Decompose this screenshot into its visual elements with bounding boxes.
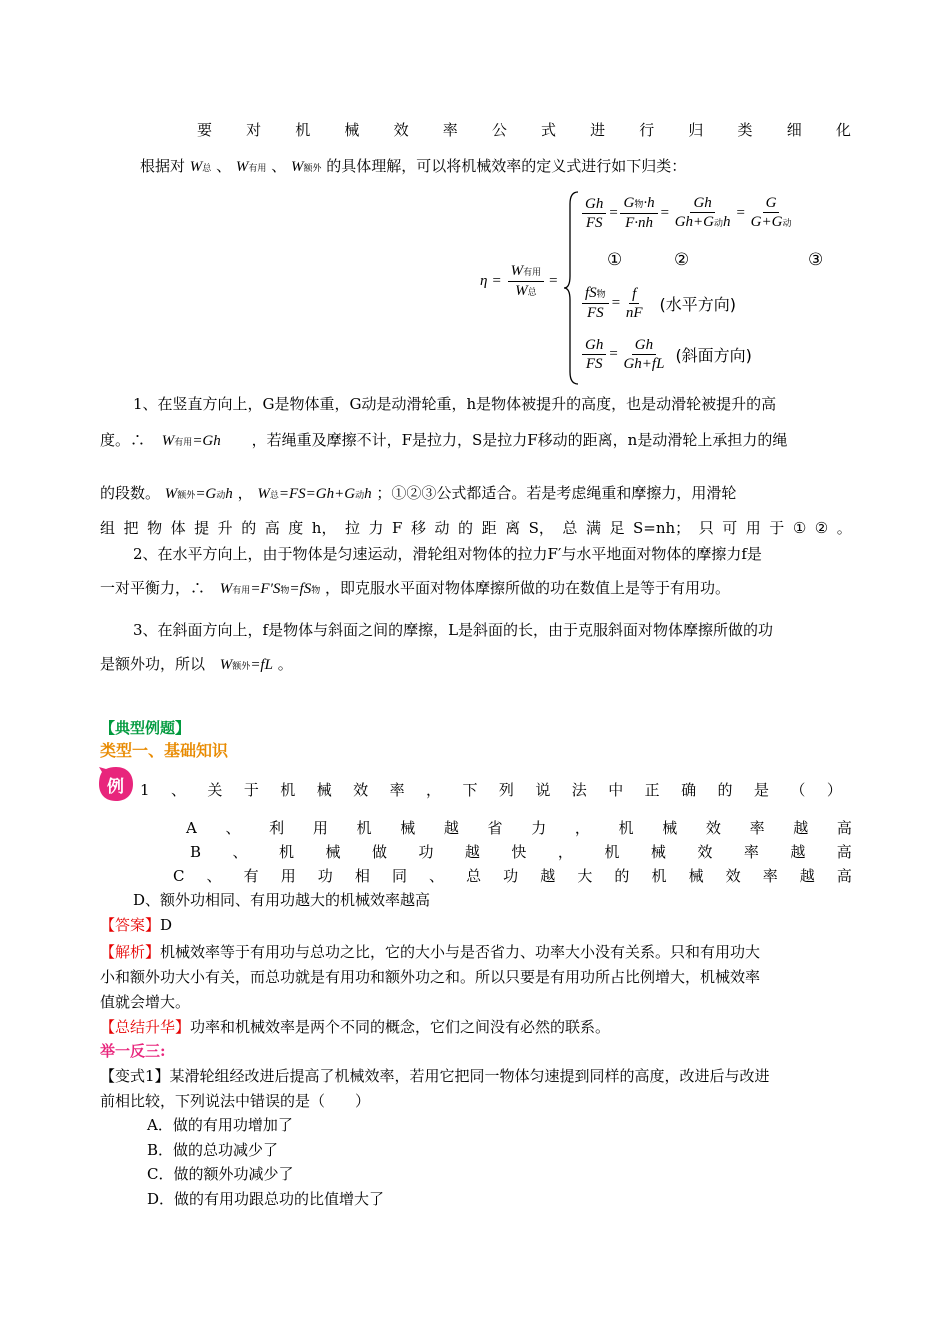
para1-char: 足 xyxy=(609,519,625,537)
option-c-char: 功 xyxy=(317,867,333,885)
option-d: D、额外功相同、有用功越大的机械效率越高 xyxy=(133,891,431,909)
label-1: ① xyxy=(607,250,623,270)
option-a-char: 械 xyxy=(662,819,678,837)
para1-char: 把 xyxy=(123,519,139,537)
option-c-char: 率 xyxy=(762,867,778,885)
para2-line2: 一对平衡力，∴ W有用=F′S物=fS物 ，即克服水平面对物体摩擦所做的功在数值上是等于有用功。 xyxy=(100,579,731,597)
para1-char: 离 xyxy=(505,519,521,537)
w-total-symbol: W总 xyxy=(189,159,212,175)
stem-char: 率 xyxy=(389,781,405,799)
option-c-char: 相 xyxy=(354,867,370,885)
intro-char: 对 xyxy=(246,121,262,139)
para1-char: 度 xyxy=(288,519,304,537)
option-a-char: 效 xyxy=(705,819,721,837)
option-b xyxy=(190,842,852,862)
option-c-char: 同 xyxy=(391,867,407,885)
stem-char: 中 xyxy=(608,781,624,799)
para1-char: 于 xyxy=(769,519,785,537)
separator: 、 xyxy=(216,157,232,175)
intro-char: 化 xyxy=(835,121,851,139)
stem-char: 械 xyxy=(316,781,332,799)
intro-char: 细 xyxy=(786,121,802,139)
option-a-char: 机 xyxy=(356,819,372,837)
answer-line: 【答案】D xyxy=(100,916,173,934)
option-a-char: 越 xyxy=(793,819,809,837)
summary-line: 【总结升华】功率和机械效率是两个不同的概念，它们之间没有必然的联系。 xyxy=(100,1018,611,1036)
option-a-char: 高 xyxy=(836,819,852,837)
option-c-char: 有 xyxy=(243,867,259,885)
para1-char: 物 xyxy=(147,519,163,537)
para1-char: 力 xyxy=(368,519,384,537)
option-c-char: 效 xyxy=(725,867,741,885)
option-c-char: 的 xyxy=(614,867,630,885)
para1-char: h， xyxy=(311,519,337,537)
para1-char: 拉 xyxy=(344,519,360,537)
option-a-char: 率 xyxy=(749,819,765,837)
option-b-char: B xyxy=(190,843,202,861)
separator: 、 xyxy=(271,157,287,175)
option-c-char: 、 xyxy=(429,867,445,885)
option-b-char: 高 xyxy=(836,843,852,861)
intro-suffix: 的具体理解，可以将机械效率的定义式进行如下归类： xyxy=(326,157,687,175)
stem-char: 法 xyxy=(571,781,587,799)
para1-char: S=nh； xyxy=(633,519,691,537)
intro-char: 效 xyxy=(393,121,409,139)
intro-char: 类 xyxy=(737,121,753,139)
left-brace xyxy=(562,190,580,386)
intro-char: 机 xyxy=(295,121,311,139)
option-b-char: 越 xyxy=(790,843,806,861)
stem-char: 关 xyxy=(207,781,223,799)
intro-line-1 xyxy=(197,120,851,140)
option-a-char: 越 xyxy=(443,819,459,837)
para1-char: 的 xyxy=(458,519,474,537)
option-c-char: 功 xyxy=(503,867,519,885)
option-c-char: 、 xyxy=(206,867,222,885)
option-a-char: 力 xyxy=(531,819,547,837)
intro-char: 要 xyxy=(197,121,213,139)
option-c-char: 总 xyxy=(466,867,482,885)
intro-line-2 xyxy=(140,156,686,178)
para1-line4 xyxy=(100,518,852,538)
variant-option-a: A．做的有用功增加了 xyxy=(147,1116,293,1134)
option-c xyxy=(173,866,852,886)
intro-char: 进 xyxy=(590,121,606,139)
incline-label: (斜面方向) xyxy=(675,346,752,365)
stem-char: ， xyxy=(426,781,442,799)
para1-char: 的 xyxy=(241,519,257,537)
type-one-heading: 类型一、基础知识 xyxy=(100,741,229,760)
analysis-line1: 【解析】机械效率等于有用功与总功之比，它的大小与是否省力、功率大小没有关系。只和有用功大 xyxy=(100,943,761,961)
option-b-char: 机 xyxy=(604,843,620,861)
para1-char: ① xyxy=(792,519,807,537)
stem-char: ） xyxy=(826,781,842,799)
para1-char: 距 xyxy=(481,519,497,537)
horizontal-label: (水平方向) xyxy=(659,294,736,314)
option-c-char: C xyxy=(173,867,185,885)
w-ratio-fraction: $\frac{\text{W有用}}{\text{W总}}$ xyxy=(508,262,545,301)
intro-char: 械 xyxy=(344,121,360,139)
option-b-char: 率 xyxy=(743,843,759,861)
stem-char: 效 xyxy=(353,781,369,799)
para1-char: 移 xyxy=(410,519,426,537)
option-c-char: 高 xyxy=(836,867,852,885)
w-useful-symbol: W有用 xyxy=(235,159,267,175)
stem-char: 机 xyxy=(280,781,296,799)
practice-heading: 举一反三: xyxy=(100,1042,166,1060)
option-c-char: 机 xyxy=(651,867,667,885)
label-3: ③ xyxy=(808,250,824,270)
option-b-char: 快 xyxy=(511,843,527,861)
option-a-char: 械 xyxy=(400,819,416,837)
stem-char: 于 xyxy=(243,781,259,799)
option-c-char: 大 xyxy=(577,867,593,885)
para1-char: 总 xyxy=(562,519,578,537)
para1-line2: 度。∴ W有用=Gh ，若绳重及摩擦不计，F是拉力，S是拉力F移动的距离，n是动滑轮上承担力的绳 xyxy=(100,431,788,449)
option-a-char: 利 xyxy=(269,819,285,837)
option-a xyxy=(186,818,852,838)
option-b-char: 机 xyxy=(278,843,294,861)
para1-char: 体 xyxy=(170,519,186,537)
stem-char: 是 xyxy=(753,781,769,799)
para1-line3: 的段数。 W额外=G动h ， W总=FS=Gh+G动h ；①②③公式都适合。若是考虑绳重和摩擦力，用滑轮 xyxy=(100,484,737,502)
variant-line1: 【变式1】某滑轮组经改进后提高了机械效率，若用它把同一物体匀速提到同样的高度，改进后与改进 xyxy=(100,1067,770,1085)
horizontal-formula-row: $\frac{\text{fS物}}{FS}$ = $\frac{f}{nF}$ (水平方向) xyxy=(580,284,736,322)
para1-line1: 1、在竖直方向上，G是物体重，G动是动滑轮重，h是物体被提升的高度，也是动滑轮被提升的高 xyxy=(133,395,777,413)
option-b-char: 、 xyxy=(232,843,248,861)
para1-char: 用 xyxy=(745,519,761,537)
para2-line1: 2、在水平方向上，由于物体是匀速运动，滑轮组对物体的拉力F′与水平地面对物体的摩擦力f是 xyxy=(133,545,762,563)
eta-definition: η = $\frac{\text{W有用}}{\text{W总}}$ = xyxy=(480,263,559,299)
stem-char: 1 xyxy=(140,781,150,799)
option-c-char: 越 xyxy=(799,867,815,885)
variant-option-d: D．做的有用功跟总功的比值增大了 xyxy=(147,1190,385,1208)
example-badge xyxy=(97,765,135,803)
analysis-line2: 小和额外功大小有关，而总功就是有用功和额外功之和。所以只要是有用功所占比例增大，机械效率 xyxy=(100,968,761,986)
option-a-char: 省 xyxy=(487,819,503,837)
option-b-char: 做 xyxy=(371,843,387,861)
incline-formula-row: $\frac{Gh}{FS}$ = $\frac{Gh}{Gh+fL}$ (斜面方向) xyxy=(580,336,752,373)
typical-examples-heading: 【典型例题】 xyxy=(100,719,191,737)
intro-prefix: 根据对 xyxy=(140,157,186,175)
example-badge-label: 例 xyxy=(107,777,124,797)
analysis-line3: 值就会增大。 xyxy=(100,993,191,1011)
option-a-char: ， xyxy=(574,819,590,837)
option-a-char: 、 xyxy=(225,819,241,837)
para1-char: 只 xyxy=(698,519,714,537)
stem-char: 确 xyxy=(681,781,697,799)
variant-option-b: B．做的总功减少了 xyxy=(147,1141,279,1159)
label-2: ② xyxy=(674,250,690,270)
stem-char: 的 xyxy=(717,781,733,799)
intro-char: 归 xyxy=(688,121,704,139)
option-b-char: 械 xyxy=(325,843,341,861)
option-b-char: 越 xyxy=(464,843,480,861)
para3-line2: 是额外功，所以 W额外=fL 。 xyxy=(100,655,293,673)
stem-char: 列 xyxy=(498,781,514,799)
w-extra-symbol: W额外 xyxy=(290,159,322,175)
para1-char: F xyxy=(392,519,403,537)
option-c-char: 械 xyxy=(688,867,704,885)
vertical-formula-row: $\frac{Gh}{FS}$ = $\frac{\text{G物·h}}{F\cdot nh}$ = $\frac{Gh}{\text{Gh+G动h}}$ = $\frac{G}{\text{G+G动}}$ xyxy=(580,194,796,232)
variant-line2: 前相比较，下列说法中错误的是（ ） xyxy=(100,1092,371,1110)
para1-char: 提 xyxy=(194,519,210,537)
option-a-char: 机 xyxy=(618,819,634,837)
option-a-char: A xyxy=(186,819,197,837)
option-b-char: 功 xyxy=(418,843,434,861)
para1-char: 高 xyxy=(264,519,280,537)
intro-char: 率 xyxy=(442,121,458,139)
para1-char: 升 xyxy=(217,519,233,537)
para1-char: 。 xyxy=(836,519,852,537)
eta-symbol: η xyxy=(480,273,488,289)
stem-char: 说 xyxy=(535,781,551,799)
variant-option-c: C．做的额外功减少了 xyxy=(147,1165,294,1183)
para1-char: S， xyxy=(528,519,554,537)
option-b-char: 械 xyxy=(650,843,666,861)
intro-char: 公 xyxy=(491,121,507,139)
stem-char: 下 xyxy=(462,781,478,799)
para1-char: ② xyxy=(814,519,829,537)
intro-char: 行 xyxy=(639,121,655,139)
stem-char: 正 xyxy=(644,781,660,799)
para1-char: 满 xyxy=(585,519,601,537)
option-a-char: 用 xyxy=(312,819,328,837)
para3-line1: 3、在斜面方向上，f是物体与斜面之间的摩擦，L是斜面的长，由于克服斜面对物体摩擦所做的功 xyxy=(133,621,774,639)
option-c-char: 越 xyxy=(540,867,556,885)
stem-char: （ xyxy=(790,781,806,799)
option-b-char: 效 xyxy=(697,843,713,861)
para1-char: 组 xyxy=(100,519,116,537)
option-b-char: ， xyxy=(557,843,573,861)
para1-char: 动 xyxy=(434,519,450,537)
intro-char: 式 xyxy=(540,121,556,139)
stem-char: 、 xyxy=(170,781,186,799)
option-c-char: 用 xyxy=(280,867,296,885)
para1-char: 可 xyxy=(722,519,738,537)
question-stem xyxy=(140,780,842,800)
